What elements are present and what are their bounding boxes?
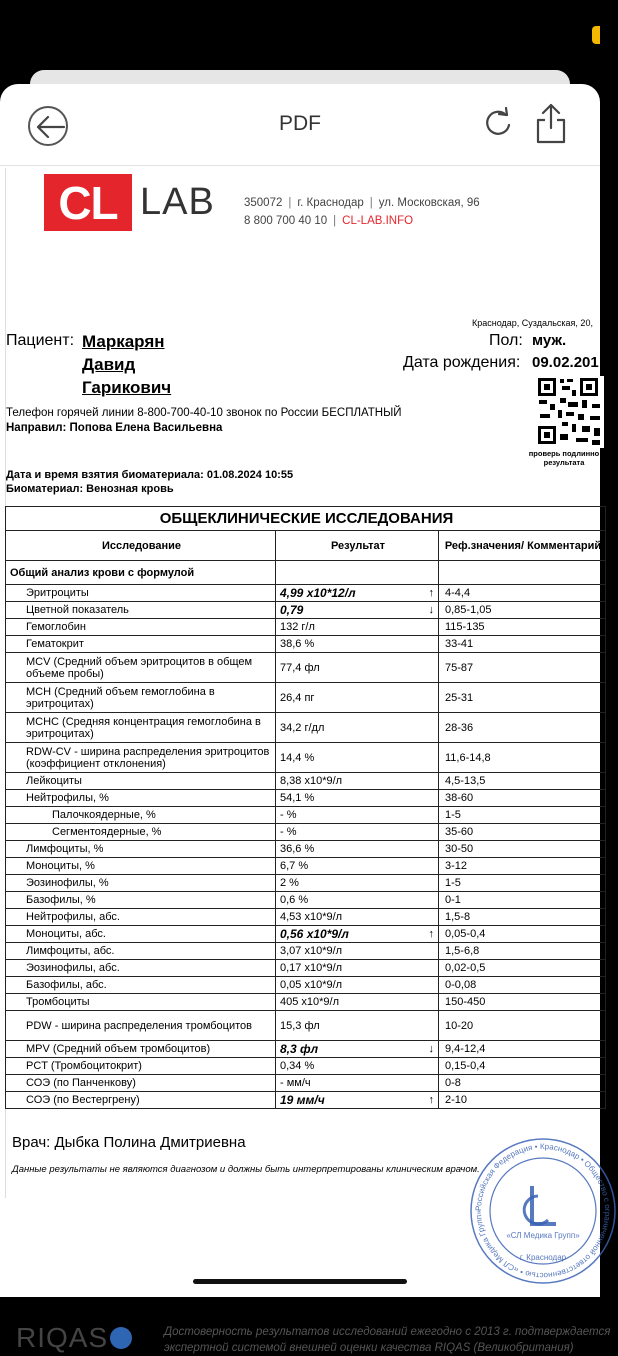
qr-code [536, 376, 604, 448]
result-value: - % [280, 826, 297, 838]
reference-range: 1-5 [439, 875, 606, 892]
result-value: 2 % [280, 877, 299, 889]
logo-cl: CL [44, 174, 132, 231]
reference-range: 1-5 [439, 807, 606, 824]
status-bar-area [0, 0, 600, 70]
test-name: Палочкоядерные, % [6, 807, 276, 824]
reload-icon [482, 106, 514, 140]
result-cell [276, 653, 439, 683]
stamp-city-text: г. Краснодар [519, 1253, 567, 1262]
home-indicator[interactable] [193, 1279, 407, 1284]
reference-range: 11,6-14,8 [439, 743, 606, 773]
table-row [6, 773, 606, 790]
arrow-up-icon: ↑ [428, 587, 434, 599]
result-cell [276, 858, 439, 875]
qr-caption: проверь подлинно результата [528, 449, 600, 467]
globe-icon [110, 1327, 132, 1349]
cl-lab-logo [44, 174, 215, 231]
result-cell [276, 943, 439, 960]
column-header-ref: Реф.значения/ Комментарий [439, 531, 606, 561]
table-row [6, 909, 606, 926]
reference-range: 115-135 [439, 619, 606, 636]
pdf-viewer-sheet [0, 84, 613, 1354]
test-name: Базофилы, % [6, 892, 276, 909]
table-row [6, 892, 606, 909]
referrer: Направил: Попова Елена Васильевна [6, 422, 223, 434]
reference-range: 150-450 [439, 994, 606, 1011]
test-name: Моноциты, абс. [6, 926, 276, 943]
result-cell [276, 807, 439, 824]
table-row [6, 943, 606, 960]
status-indicator [592, 26, 600, 44]
sex-label: Пол: [489, 332, 523, 349]
test-name: MCHC (Средняя концентрация гемоглобина в эритроцитах) [6, 713, 276, 743]
table-row [6, 743, 606, 773]
table-row [6, 977, 606, 994]
result-value: 8,3 фл [280, 1042, 319, 1056]
table-row [6, 824, 606, 841]
table-row [6, 994, 606, 1011]
result-value: - мм/ч [280, 1077, 311, 1089]
patient-patronymic: Гарикович [82, 378, 172, 397]
reference-range: 0,85-1,05 [439, 602, 606, 619]
result-cell [276, 875, 439, 892]
result-value: 3,07 x10*9/л [280, 945, 343, 957]
result-cell [276, 1058, 439, 1075]
table-row [6, 713, 606, 743]
riqas-logo [16, 1322, 132, 1354]
table-row [6, 1011, 606, 1041]
table-row [6, 841, 606, 858]
riqas-note [164, 1324, 610, 1356]
reference-range: 1,5-6,8 [439, 943, 606, 960]
test-name: RDW-CV - ширина распределения эритроцитов (коэффициент отклонения) [6, 743, 276, 773]
result-value: 4,99 x10*12/л [280, 586, 356, 600]
test-name: Нейтрофилы, абс. [6, 909, 276, 926]
generated-timestamp: Документ сформирован: 01.08.2024 21:25:01 [6, 1307, 215, 1318]
test-name: Базофилы, абс. [6, 977, 276, 994]
patient-first-name: Давид [82, 355, 136, 374]
result-value: 132 г/л [280, 621, 315, 633]
result-cell [276, 926, 439, 943]
result-value: 0,56 x10*9/л [280, 927, 349, 941]
result-cell [276, 909, 439, 926]
reference-range: 35-60 [439, 824, 606, 841]
reference-range: 1,5-8 [439, 909, 606, 926]
result-cell [276, 602, 439, 619]
stamp-center-text: «СЛ Медика Групп» [506, 1231, 580, 1240]
test-name: Лимфоциты, % [6, 841, 276, 858]
riqas-line-2: экспертной системой внешней оценки качества RIQAS (Великобритания) [164, 1342, 574, 1354]
test-name: СОЭ (по Вестергрену) [6, 1092, 276, 1109]
table-row [6, 790, 606, 807]
reference-range: 28-36 [439, 713, 606, 743]
sample-datetime: Дата и время взятия биоматериала: 01.08.2024 10:55 [6, 469, 294, 481]
table-row [6, 619, 606, 636]
result-cell [276, 683, 439, 713]
lab-contacts: 350072 | г. Краснодар | ул. Московская, 96 8 800 700 40 10 | CL-LAB.INFO [244, 197, 480, 227]
arrow-up-icon: ↑ [428, 1094, 434, 1106]
result-value: 14,4 % [280, 751, 315, 764]
table-row [6, 807, 606, 824]
section-title: ОБЩЕКЛИНИЧЕСКИЕ ИССЛЕДОВАНИЯ [6, 507, 606, 531]
disclaimer: Данные результаты не являются диагнозом и должны быть интерпретированы клиническим врачом. [12, 1164, 480, 1175]
reference-range: 4-4,4 [439, 585, 606, 602]
reference-range: 25-31 [439, 683, 606, 713]
result-value: 19 мм/ч [280, 1093, 325, 1107]
reference-range: 0,02-0,5 [439, 960, 606, 977]
reference-range: 0,05-0,4 [439, 926, 606, 943]
table-row [6, 1075, 606, 1092]
test-name: MCV (Средний объем эритроцитов в общем объеме пробы) [6, 653, 276, 683]
result-value: 8,38 x10*9/л [280, 775, 343, 787]
result-value: 6,7 % [280, 860, 309, 872]
reference-range: 0-0,08 [439, 977, 606, 994]
riqas-logo-text: RIQAS [16, 1322, 109, 1353]
reference-range: 0-8 [439, 1075, 606, 1092]
postcode: 350072 [244, 197, 283, 209]
reference-range: 9,4-12,4 [439, 1041, 606, 1058]
table-row [6, 1041, 606, 1058]
result-value: 77,4 фл [280, 661, 320, 674]
result-value: 36,6 % [280, 843, 315, 855]
result-cell [276, 892, 439, 909]
result-cell [276, 824, 439, 841]
table-row [6, 858, 606, 875]
test-name: Эритроциты [6, 585, 276, 602]
result-value: 34,2 г/дл [280, 721, 325, 734]
test-name: Эозинофилы, абс. [6, 960, 276, 977]
table-row [6, 1058, 606, 1075]
test-name: PDW - ширина распределения тромбоцитов [6, 1011, 276, 1041]
sex-value: муж. [532, 332, 567, 349]
reference-range: 4,5-13,5 [439, 773, 606, 790]
result-cell [276, 636, 439, 653]
result-cell [276, 1041, 439, 1058]
column-header-test: Исследование [6, 531, 276, 561]
viewer-title: PDF [279, 112, 321, 135]
result-value: 54,1 % [280, 792, 315, 804]
test-name: Лейкоциты [6, 773, 276, 790]
result-value: 0,6 % [280, 894, 309, 906]
table-row [6, 585, 606, 602]
test-name: Эозинофилы, % [6, 875, 276, 892]
result-value: 0,79 [280, 603, 304, 617]
column-header-result: Результат [276, 531, 439, 561]
result-value: 0,34 % [280, 1060, 315, 1072]
clinic-address: Краснодар, Суздальская, 20, [472, 318, 593, 328]
result-value: 0,05 x10*9/л [280, 979, 343, 991]
test-name: PCT (Тромбоцитокрит) [6, 1058, 276, 1075]
reload-button[interactable] [482, 106, 514, 145]
table-row [6, 960, 606, 977]
table-row [6, 875, 606, 892]
table-row [6, 602, 606, 619]
table-row [6, 683, 606, 713]
city: г. Краснодар [297, 197, 364, 209]
doctor-name: Врач: Дыбка Полина Дмитриевна [12, 1134, 246, 1151]
table-row [6, 1092, 606, 1109]
test-name: Гемоглобин [6, 619, 276, 636]
result-value: - % [280, 809, 297, 821]
table-row [6, 653, 606, 683]
result-cell [276, 790, 439, 807]
lab-website: CL-LAB.INFO [342, 215, 414, 227]
share-icon [534, 102, 568, 144]
result-value: 0,17 x10*9/л [280, 962, 343, 974]
arrow-down-icon: ↓ [428, 604, 434, 616]
result-cell [276, 994, 439, 1011]
results-table [5, 506, 606, 1109]
dob-label: Дата рождения: [403, 354, 521, 371]
table-row [6, 926, 606, 943]
page-number: стр.1 из [562, 1307, 599, 1318]
reference-range: 2-10 [439, 1092, 606, 1109]
reference-range: 75-87 [439, 653, 606, 683]
reference-range: 30-50 [439, 841, 606, 858]
reference-range: 3-12 [439, 858, 606, 875]
result-cell [276, 977, 439, 994]
reference-range: 0,15-0,4 [439, 1058, 606, 1075]
test-name: Моноциты, % [6, 858, 276, 875]
patient-label: Пациент: [6, 332, 75, 349]
result-cell [276, 619, 439, 636]
result-value: 26,4 пг [280, 691, 315, 704]
table-row [6, 636, 606, 653]
test-name: СОЭ (по Панченкову) [6, 1075, 276, 1092]
viewer-toolbar [0, 84, 600, 166]
test-name: Сегментоядерные, % [6, 824, 276, 841]
hotline-text: Телефон горячей линии 8-800-700-40-10 звонок по России БЕСПЛАТНЫЙ [6, 407, 402, 419]
test-name: Тромбоциты [6, 994, 276, 1011]
stamp-ring-text: Российская Федерация • Краснодар • Общество с ограниченной ответственностью • «СЛ Медика Групп» [473, 1141, 613, 1281]
result-value: 405 x10*9/л [280, 996, 340, 1008]
result-cell [276, 743, 439, 773]
result-cell [276, 841, 439, 858]
result-cell [276, 1075, 439, 1092]
result-cell [276, 1011, 439, 1041]
riqas-line-1: Достоверность результатов исследований ежегодно с 2013 г. подтверждается [164, 1326, 611, 1338]
result-cell [276, 960, 439, 977]
street: ул. Московская, 96 [378, 197, 480, 209]
reference-range: 33-41 [439, 636, 606, 653]
test-name: Цветной показатель [6, 602, 276, 619]
reference-range: 0-1 [439, 892, 606, 909]
result-value: 4,53 x10*9/л [280, 911, 343, 923]
result-cell [276, 713, 439, 743]
result-cell [276, 1092, 439, 1109]
arrow-up-icon: ↑ [428, 928, 434, 940]
lab-phone: 8 800 700 40 10 [244, 215, 328, 227]
patient-surname: Маркарян [82, 332, 165, 351]
group-title: Общий анализ крови с формулой [6, 561, 276, 585]
result-cell [276, 585, 439, 602]
biomaterial: Биоматериал: Венозная кровь [6, 483, 174, 495]
footer-code: CL [416, 1307, 429, 1318]
pdf-document[interactable] [0, 166, 613, 1354]
reference-range: 10-20 [439, 1011, 606, 1041]
test-name: MCH (Средний объем гемоглобина в эритроцитах) [6, 683, 276, 713]
test-name: MPV (Средний объем тромбоцитов) [6, 1041, 276, 1058]
clinic-stamp [468, 1136, 618, 1286]
reference-range: 38-60 [439, 790, 606, 807]
results-table-wrap [5, 506, 605, 1109]
test-name: Нейтрофилы, % [6, 790, 276, 807]
arrow-down-icon: ↓ [428, 1043, 434, 1055]
result-cell [276, 773, 439, 790]
test-name: Гематокрит [6, 636, 276, 653]
result-value: 38,6 % [280, 638, 315, 650]
share-button[interactable] [534, 102, 568, 149]
test-name: Лимфоциты, абс. [6, 943, 276, 960]
result-value: 15,3 фл [280, 1019, 320, 1032]
dob-value: 09.02.201 [532, 354, 599, 371]
logo-lab: LAB [140, 181, 215, 223]
